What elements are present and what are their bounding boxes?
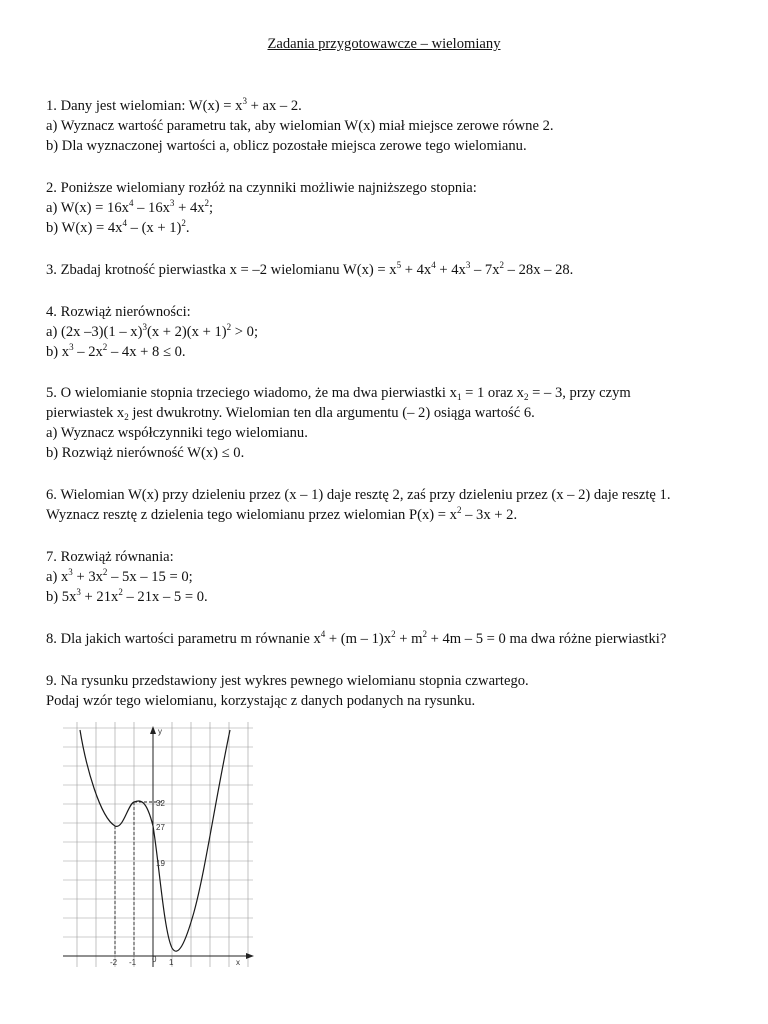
task-1-b: b) Dla wyznaczonej wartości a, oblicz pozostałe miejsca zerowe tego wielomianu. xyxy=(46,138,527,154)
task-5-b: b) Rozwiąż nierówność W(x) ≤ 0. xyxy=(46,445,245,461)
task-5-a: a) Wyznacz współczynniki tego wielomianu. xyxy=(46,425,308,441)
tick-label-neg-2: -2 xyxy=(110,958,118,967)
task-4-a: a) (2x $-3)(1 - x)^3(x + 2)(x + 1)^2 > 0$; xyxy=(46,322,259,340)
y-axis-arrow xyxy=(150,726,156,734)
task-9-line-1: 9. Na rysunku przedstawiony jest wykres pewnego wielomianu stopnia czwartego. xyxy=(46,673,529,689)
task-1-intro: 1. Dany jest wielomian: $W(x) = x^3$ + ax – 2. xyxy=(46,96,302,114)
task-1-a: a) Wyznacz wartość parametru tak, aby wielomian W(x) miał miejsce zerowe równe 2. xyxy=(46,118,554,134)
task-5-line-2: pierwiastek $x_2$ jest dwukrotny. Wielomian ten dla argumentu (– 2) osiąga wartość 6. xyxy=(46,405,535,422)
task-4-b: b) $x^3 - 2x^2 - 4x + 8 \le 0$. xyxy=(46,342,186,360)
task-6-line-2: Wyznacz resztę z dzielenia tego wielomianu przez wielomian $P(x) = x^2 - 3x + 2$. xyxy=(46,505,518,523)
task-6-line-1: 6. Wielomian W(x) przy dzieleniu przez (x – 1) daje resztę 2, zaś przy dzieleniu przez (x – 2) daje resztę 1. xyxy=(46,487,671,503)
task-5-line-1: 5. O wielomianie stopnia trzeciego wiadomo, że ma dwa pierwiastki $x_1 = 1$ oraz $x_2$ = – 3, przy czym xyxy=(46,385,631,402)
page-title: Zadania przygotowawcze – wielomiany xyxy=(267,36,501,52)
polynomial-graph xyxy=(58,722,258,972)
tick-label-27: 27 xyxy=(156,823,165,832)
task-2-a: a) $W(x) = 16x^4 - 16x^3 + 4x^2$; xyxy=(46,198,214,216)
task-7-a: a) $x^3 + 3x^2 - 5x - 15 = 0$; xyxy=(46,567,193,585)
tick-label-32: 32 xyxy=(156,799,165,808)
axis-label-y: y xyxy=(158,727,162,736)
axis-label-x: x xyxy=(236,958,240,967)
x-axis-arrow xyxy=(246,953,254,959)
tick-label-neg-1: -1 xyxy=(129,958,137,967)
task-4-intro: 4. Rozwiąż nierówności: xyxy=(46,304,191,320)
task-7-b: b) $5x^3 + 21x^2 - 21x - 5 = 0$. xyxy=(46,587,208,605)
task-3: 3. Zbadaj krotność pierwiastka x = –2 wielomianu $W(x) = x^5 + 4x^4 + 4x^3 - 7x^2 - 28x - 28$. xyxy=(46,260,574,278)
task-2-b: b) $W(x) = 4x^4 - (x + 1)^2$. xyxy=(46,218,190,236)
task-8: 8. Dla jakich wartości parametru m równanie $x^4 + (m - 1)x^2 + m^2 + 4m - 5 = 0$ ma dwa różne pierwiastki? xyxy=(46,629,667,647)
tick-label-0: 0 xyxy=(152,955,157,964)
tick-label-1: 1 xyxy=(169,958,174,967)
task-7-intro: 7. Rozwiąż równania: xyxy=(46,549,174,565)
task-2-intro: 2. Poniższe wielomiany rozłóż na czynniki możliwie najniższego stopnia: xyxy=(46,180,477,196)
task-9-line-2: Podaj wzór tego wielomianu, korzystając z danych podanych na rysunku. xyxy=(46,693,476,709)
tick-label-19: 19 xyxy=(156,859,165,868)
task-list xyxy=(46,96,736,711)
